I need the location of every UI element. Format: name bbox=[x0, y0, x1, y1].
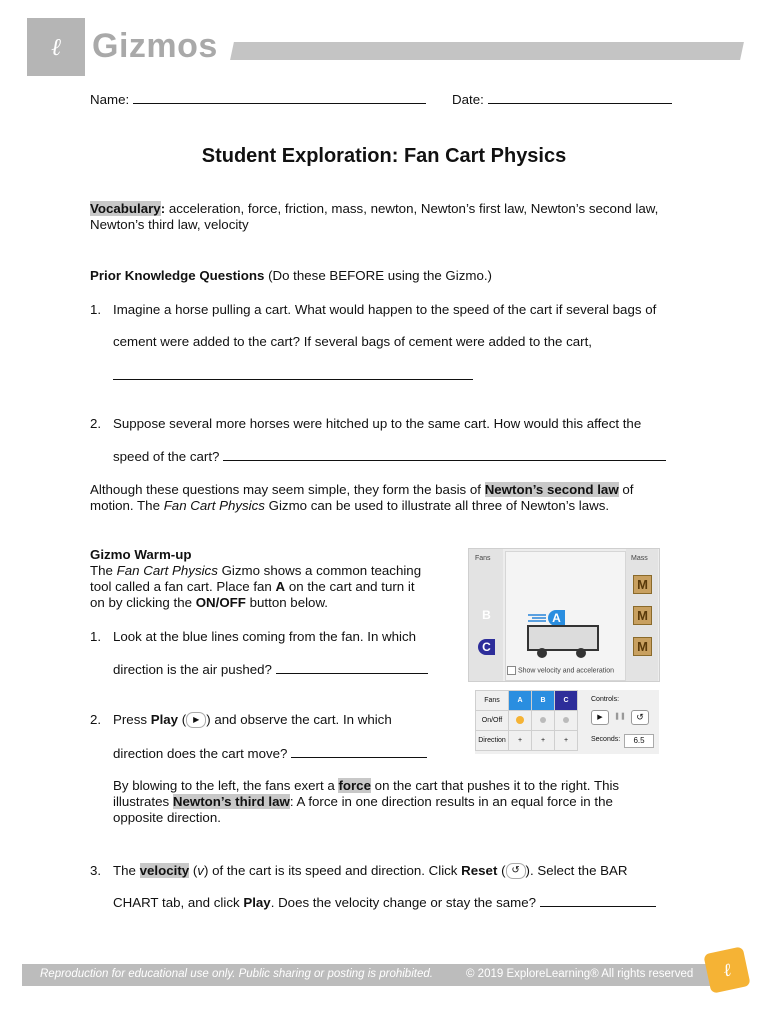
question-text: Press Play ( ▶ ) and observe the cart. In which bbox=[113, 712, 392, 727]
question-number: 1. bbox=[90, 302, 102, 317]
direction-label: Direction bbox=[476, 731, 509, 751]
fan-c-button[interactable]: C bbox=[478, 639, 495, 655]
gizmos-wordmark: Gizmos bbox=[92, 27, 218, 65]
playback-controls bbox=[591, 710, 649, 725]
question-text: speed of the cart? bbox=[113, 449, 666, 465]
prior-heading: Prior Knowledge Questions (Do these BEFORE using the Gizmo.) bbox=[90, 268, 492, 283]
answer-line[interactable] bbox=[113, 368, 473, 383]
question-number: 2. bbox=[90, 416, 102, 431]
fan-a-onoff-toggle[interactable] bbox=[509, 711, 532, 731]
header-bar bbox=[230, 42, 744, 60]
fan-c-direction-button[interactable]: + bbox=[555, 731, 578, 751]
show-velocity-checkbox[interactable]: Show velocity and acceleration bbox=[507, 666, 614, 675]
seconds-label: Seconds: bbox=[591, 736, 621, 743]
fan-cart bbox=[527, 625, 599, 651]
fan-b-header: B bbox=[532, 691, 555, 711]
fan-a-on-cart[interactable]: A bbox=[548, 610, 565, 626]
question-text: CHART tab, and click Play. Does the velocity change or stay the same? bbox=[113, 895, 656, 911]
fan-a-header: A bbox=[509, 691, 532, 711]
question-text: Imagine a horse pulling a cart. What would happen to the speed of the cart if several bags of bbox=[113, 302, 657, 317]
name-field[interactable]: Name: bbox=[90, 92, 426, 108]
mass-block[interactable]: M bbox=[633, 637, 652, 656]
fan-b-onoff-toggle[interactable] bbox=[532, 711, 555, 731]
explorelearning-logo: ℓ bbox=[27, 18, 85, 76]
answer-line[interactable] bbox=[540, 895, 656, 907]
footer-disclaimer: Reproduction for educational use only. Public sharing or posting is prohibited. bbox=[40, 968, 433, 980]
simulation-stage bbox=[505, 551, 626, 681]
answer-line[interactable] bbox=[223, 449, 666, 461]
fan-b-button[interactable]: B bbox=[482, 608, 491, 622]
mass-column bbox=[626, 549, 658, 681]
question-number: 1. bbox=[90, 629, 102, 644]
fan-c-onoff-toggle[interactable] bbox=[555, 711, 578, 731]
mass-block[interactable]: M bbox=[633, 575, 652, 594]
mass-label: Mass bbox=[631, 555, 648, 562]
footer-copyright: © 2019 ExploreLearning® All rights reserved bbox=[466, 968, 694, 980]
fan-c-header: C bbox=[555, 691, 578, 711]
question-number: 3. bbox=[90, 863, 102, 878]
fans-column bbox=[469, 549, 503, 681]
fan-controls-table bbox=[475, 690, 578, 751]
fan-a-direction-button[interactable]: + bbox=[509, 731, 532, 751]
pause-button[interactable]: ❚❚ bbox=[614, 713, 626, 720]
air-lines-icon bbox=[528, 613, 546, 625]
answer-line[interactable] bbox=[276, 662, 428, 674]
explorelearning-badge: ℓ bbox=[703, 946, 750, 993]
question-text: Suppose several more horses were hitched up to the same cart. How would this affect the bbox=[113, 416, 642, 431]
gizmo-simulation-panel bbox=[468, 548, 660, 682]
fan-b-direction-button[interactable]: + bbox=[532, 731, 555, 751]
mass-block[interactable]: M bbox=[633, 606, 652, 625]
play-button[interactable]: ▶ bbox=[591, 710, 609, 725]
gizmo-controls bbox=[475, 690, 659, 754]
page-title: Student Exploration: Fan Cart Physics bbox=[201, 145, 567, 167]
question-text: cement were added to the cart? If several bags of cement were added to the cart, bbox=[113, 334, 592, 349]
onoff-label: On/Off bbox=[476, 711, 509, 731]
third-law-paragraph: By blowing to the left, the fans exert a force on the cart that pushes it to the right. This illustrates Newton’s third law: A force in one direction results in an equal force in the opposite direction. bbox=[113, 778, 620, 825]
cart-wheel bbox=[576, 648, 586, 658]
answer-line[interactable] bbox=[291, 746, 427, 758]
seconds-value: 6.5 bbox=[624, 734, 654, 748]
play-icon: ▶ bbox=[186, 712, 206, 728]
cart-wheel bbox=[537, 648, 547, 658]
reset-button[interactable]: ↺ bbox=[631, 710, 649, 725]
fans-header: Fans bbox=[476, 691, 509, 711]
controls-label: Controls: bbox=[591, 696, 620, 703]
question-text: direction is the air pushed? bbox=[113, 662, 428, 678]
vocabulary: Vocabulary: acceleration, force, friction, mass, newton, Newton’s first law, Newton’s second law, Newton’s third law, velocity bbox=[90, 201, 659, 232]
date-field[interactable]: Date: bbox=[452, 92, 672, 108]
fans-label: Fans bbox=[475, 555, 491, 562]
question-text: The velocity (v) of the cart is its speed and direction. Click Reset ( ↺ ). Select the BAR bbox=[113, 863, 628, 878]
warmup-intro: Gizmo Warm-up The Fan Cart Physics Gizmo shows a common teaching tool called a fan cart. Place fan A on the cart and turn it on by clicking the ON/OFF button below. bbox=[90, 547, 422, 610]
question-text: Look at the blue lines coming from the fan. In which bbox=[113, 629, 417, 644]
question-text: direction does the cart move? bbox=[113, 746, 427, 762]
question-number: 2. bbox=[90, 712, 102, 727]
summary-paragraph: Although these questions may seem simple, they form the basis of Newton’s second law of motion. The Fan Cart Physics Gizmo can be used to illustrate all three of Newton’s laws. bbox=[90, 482, 634, 513]
reset-icon: ↺ bbox=[506, 863, 526, 879]
